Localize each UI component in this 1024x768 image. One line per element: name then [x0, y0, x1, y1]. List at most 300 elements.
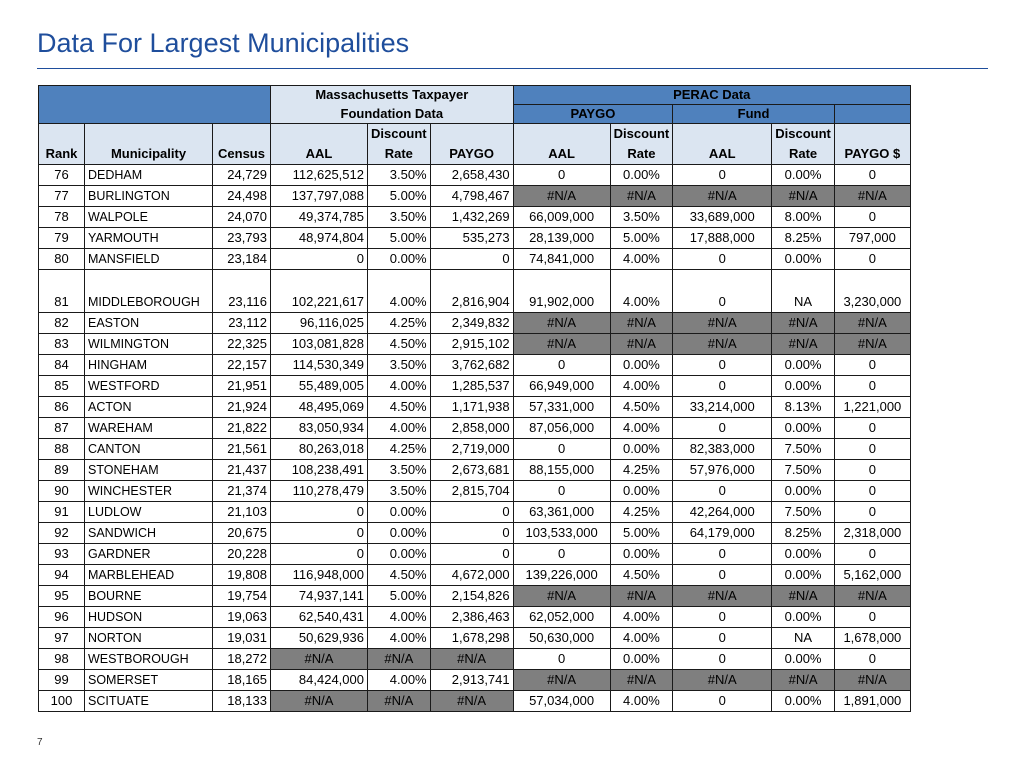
- fund-rate-cell: 8.25%: [772, 228, 835, 249]
- rank-cell: 94: [39, 565, 85, 586]
- table-row: [39, 249, 911, 270]
- fund-aal-cell: 0: [673, 418, 772, 439]
- fund-rate-cell: 7.50%: [772, 460, 835, 481]
- header-perac-group: PERAC Data: [513, 86, 910, 105]
- header-paygo-rate: Rate: [610, 144, 673, 165]
- fund-rate-cell: NA: [772, 628, 835, 649]
- paygo-aal-cell: 66,009,000: [513, 207, 610, 228]
- ma-paygo-cell: 2,913,741: [430, 670, 513, 691]
- paygo-aal-cell: 28,139,000: [513, 228, 610, 249]
- fund-aal-cell: #N/A: [673, 334, 772, 355]
- ma-paygo-cell: 4,672,000: [430, 565, 513, 586]
- paygo-dollar-cell: 0: [834, 649, 910, 670]
- table-row: [39, 565, 911, 586]
- ma-paygo-cell: 2,673,681: [430, 460, 513, 481]
- ma-aal-cell: 110,278,479: [271, 481, 368, 502]
- paygo-dollar-cell: 1,678,000: [834, 628, 910, 649]
- rank-cell: 89: [39, 460, 85, 481]
- header-paygo-dollar: PAYGO $: [834, 144, 910, 165]
- rank-cell: 76: [39, 165, 85, 186]
- fund-aal-cell: 57,976,000: [673, 460, 772, 481]
- rank-cell: 79: [39, 228, 85, 249]
- municipality-cell: WINCHESTER: [85, 481, 213, 502]
- fund-aal-cell: 0: [673, 249, 772, 270]
- ma-paygo-cell: 2,815,704: [430, 481, 513, 502]
- ma-paygo-cell: 2,154,826: [430, 586, 513, 607]
- paygo-rate-cell: 0.00%: [610, 355, 673, 376]
- paygo-dollar-cell: 0: [834, 502, 910, 523]
- paygo-aal-cell: #N/A: [513, 186, 610, 207]
- table-row: [39, 523, 911, 544]
- paygo-rate-cell: 0.00%: [610, 649, 673, 670]
- fund-aal-cell: #N/A: [673, 586, 772, 607]
- ma-rate-cell: 5.00%: [368, 586, 431, 607]
- paygo-aal-cell: 63,361,000: [513, 502, 610, 523]
- fund-rate-cell: 0.00%: [772, 544, 835, 565]
- fund-rate-cell: #N/A: [772, 313, 835, 334]
- fund-rate-cell: 8.00%: [772, 207, 835, 228]
- fund-aal-cell: 0: [673, 481, 772, 502]
- paygo-rate-cell: 3.50%: [610, 207, 673, 228]
- ma-rate-cell: 4.00%: [368, 670, 431, 691]
- fund-rate-cell: 0.00%: [772, 607, 835, 628]
- rank-cell: 83: [39, 334, 85, 355]
- table-row: [39, 544, 911, 565]
- ma-paygo-cell: 4,798,467: [430, 186, 513, 207]
- ma-paygo-cell: 2,658,430: [430, 165, 513, 186]
- census-cell: 21,437: [213, 460, 271, 481]
- fund-rate-cell: 7.50%: [772, 439, 835, 460]
- rank-cell: 97: [39, 628, 85, 649]
- rank-cell: 92: [39, 523, 85, 544]
- paygo-aal-cell: 0: [513, 439, 610, 460]
- fund-aal-cell: 33,214,000: [673, 397, 772, 418]
- paygo-aal-cell: 0: [513, 649, 610, 670]
- census-cell: 24,729: [213, 165, 271, 186]
- rank-cell: 90: [39, 481, 85, 502]
- paygo-rate-cell: 4.25%: [610, 502, 673, 523]
- paygo-rate-cell: 0.00%: [610, 165, 673, 186]
- paygo-rate-cell: 0.00%: [610, 544, 673, 565]
- ma-aal-cell: #N/A: [271, 649, 368, 670]
- fund-rate-cell: NA: [772, 270, 835, 313]
- paygo-aal-cell: 66,949,000: [513, 376, 610, 397]
- municipality-cell: WESTFORD: [85, 376, 213, 397]
- rank-cell: 96: [39, 607, 85, 628]
- fund-aal-cell: 33,689,000: [673, 207, 772, 228]
- census-cell: 21,951: [213, 376, 271, 397]
- header-row-3: [39, 124, 911, 145]
- ma-aal-cell: 55,489,005: [271, 376, 368, 397]
- paygo-dollar-cell: 0: [834, 439, 910, 460]
- census-cell: 19,031: [213, 628, 271, 649]
- header-row-4: [39, 144, 911, 165]
- ma-rate-cell: 4.25%: [368, 313, 431, 334]
- rank-cell: 98: [39, 649, 85, 670]
- paygo-rate-cell: #N/A: [610, 334, 673, 355]
- ma-paygo-cell: 2,816,904: [430, 270, 513, 313]
- table-row: [39, 165, 911, 186]
- header-rank: Rank: [39, 144, 85, 165]
- census-cell: 21,374: [213, 481, 271, 502]
- paygo-rate-cell: 4.50%: [610, 397, 673, 418]
- paygo-rate-cell: #N/A: [610, 186, 673, 207]
- paygo-aal-cell: 62,052,000: [513, 607, 610, 628]
- paygo-aal-cell: 74,841,000: [513, 249, 610, 270]
- paygo-dollar-cell: 0: [834, 544, 910, 565]
- ma-rate-cell: 4.00%: [368, 270, 431, 313]
- census-cell: 18,133: [213, 691, 271, 712]
- table-row: [39, 586, 911, 607]
- municipality-cell: STONEHAM: [85, 460, 213, 481]
- census-cell: 19,808: [213, 565, 271, 586]
- paygo-aal-cell: 87,056,000: [513, 418, 610, 439]
- paygo-rate-cell: #N/A: [610, 313, 673, 334]
- paygo-dollar-cell: #N/A: [834, 586, 910, 607]
- table-row: [39, 628, 911, 649]
- municipality-cell: SOMERSET: [85, 670, 213, 691]
- page-title: Data For Largest Municipalities: [37, 28, 410, 58]
- paygo-dollar-cell: 0: [834, 481, 910, 502]
- paygo-aal-cell: 91,902,000: [513, 270, 610, 313]
- fund-rate-cell: 0.00%: [772, 376, 835, 397]
- paygo-dollar-cell: #N/A: [834, 313, 910, 334]
- fund-aal-cell: #N/A: [673, 313, 772, 334]
- paygo-dollar-cell: 0: [834, 355, 910, 376]
- ma-aal-cell: 84,424,000: [271, 670, 368, 691]
- fund-rate-cell: 8.25%: [772, 523, 835, 544]
- ma-aal-cell: 49,374,785: [271, 207, 368, 228]
- municipality-cell: MIDDLEBOROUGH: [85, 270, 213, 313]
- header-cell: [271, 124, 368, 145]
- fund-rate-cell: #N/A: [772, 586, 835, 607]
- paygo-aal-cell: 0: [513, 165, 610, 186]
- ma-paygo-cell: 1,432,269: [430, 207, 513, 228]
- page-number: 7: [37, 737, 43, 748]
- paygo-dollar-cell: 0: [834, 418, 910, 439]
- rank-cell: 91: [39, 502, 85, 523]
- header-ma-rate: Rate: [368, 144, 431, 165]
- census-cell: 23,112: [213, 313, 271, 334]
- census-cell: 23,116: [213, 270, 271, 313]
- ma-rate-cell: 3.50%: [368, 165, 431, 186]
- paygo-dollar-cell: 5,162,000: [834, 565, 910, 586]
- ma-rate-cell: 3.50%: [368, 481, 431, 502]
- fund-rate-cell: 0.00%: [772, 165, 835, 186]
- fund-aal-cell: 0: [673, 165, 772, 186]
- fund-aal-cell: 0: [673, 607, 772, 628]
- table-row: [39, 207, 911, 228]
- paygo-aal-cell: 0: [513, 355, 610, 376]
- ma-aal-cell: 137,797,088: [271, 186, 368, 207]
- ma-rate-cell: #N/A: [368, 649, 431, 670]
- header-fund-aal: AAL: [673, 144, 772, 165]
- paygo-dollar-cell: 1,221,000: [834, 397, 910, 418]
- paygo-dollar-cell: #N/A: [834, 334, 910, 355]
- rank-cell: 88: [39, 439, 85, 460]
- table-row: [39, 439, 911, 460]
- table-row: [39, 691, 911, 712]
- paygo-rate-cell: 0.00%: [610, 439, 673, 460]
- ma-rate-cell: 0.00%: [368, 502, 431, 523]
- census-cell: 22,157: [213, 355, 271, 376]
- ma-rate-cell: 4.50%: [368, 565, 431, 586]
- rank-cell: 100: [39, 691, 85, 712]
- ma-paygo-cell: 2,915,102: [430, 334, 513, 355]
- table-body: [39, 165, 911, 712]
- ma-aal-cell: 50,629,936: [271, 628, 368, 649]
- rank-cell: 99: [39, 670, 85, 691]
- ma-aal-cell: 116,948,000: [271, 565, 368, 586]
- fund-aal-cell: 0: [673, 355, 772, 376]
- ma-rate-cell: #N/A: [368, 691, 431, 712]
- table-row: [39, 355, 911, 376]
- paygo-aal-cell: #N/A: [513, 313, 610, 334]
- ma-aal-cell: 114,530,349: [271, 355, 368, 376]
- rank-cell: 82: [39, 313, 85, 334]
- fund-aal-cell: 0: [673, 376, 772, 397]
- fund-aal-cell: 0: [673, 691, 772, 712]
- fund-rate-cell: 0.00%: [772, 481, 835, 502]
- municipality-cell: GARDNER: [85, 544, 213, 565]
- ma-aal-cell: 83,050,934: [271, 418, 368, 439]
- ma-paygo-cell: 2,386,463: [430, 607, 513, 628]
- rank-cell: 77: [39, 186, 85, 207]
- municipality-data-table: [38, 85, 911, 712]
- ma-aal-cell: 102,221,617: [271, 270, 368, 313]
- header-paygo: PAYGO: [513, 105, 673, 124]
- ma-aal-cell: 0: [271, 523, 368, 544]
- census-cell: 22,325: [213, 334, 271, 355]
- paygo-aal-cell: #N/A: [513, 586, 610, 607]
- paygo-aal-cell: 0: [513, 481, 610, 502]
- rank-cell: 87: [39, 418, 85, 439]
- ma-aal-cell: 103,081,828: [271, 334, 368, 355]
- paygo-aal-cell: #N/A: [513, 334, 610, 355]
- ma-paygo-cell: 0: [430, 544, 513, 565]
- header-cell: [39, 124, 85, 145]
- rank-cell: 78: [39, 207, 85, 228]
- header-fund-rate: Rate: [772, 144, 835, 165]
- paygo-aal-cell: #N/A: [513, 670, 610, 691]
- ma-paygo-cell: 1,171,938: [430, 397, 513, 418]
- paygo-dollar-cell: #N/A: [834, 670, 910, 691]
- paygo-rate-cell: 4.00%: [610, 607, 673, 628]
- fund-rate-cell: 7.50%: [772, 502, 835, 523]
- ma-paygo-cell: #N/A: [430, 649, 513, 670]
- municipality-cell: BOURNE: [85, 586, 213, 607]
- fund-aal-cell: 82,383,000: [673, 439, 772, 460]
- paygo-rate-cell: #N/A: [610, 670, 673, 691]
- census-cell: 23,793: [213, 228, 271, 249]
- ma-rate-cell: 3.50%: [368, 460, 431, 481]
- header-cell: [673, 124, 772, 145]
- ma-aal-cell: 108,238,491: [271, 460, 368, 481]
- ma-rate-cell: 3.50%: [368, 355, 431, 376]
- municipality-cell: WAREHAM: [85, 418, 213, 439]
- paygo-aal-cell: 88,155,000: [513, 460, 610, 481]
- ma-aal-cell: 74,937,141: [271, 586, 368, 607]
- ma-aal-cell: 96,116,025: [271, 313, 368, 334]
- fund-rate-cell: 0.00%: [772, 249, 835, 270]
- paygo-dollar-cell: 0: [834, 607, 910, 628]
- table-row: [39, 418, 911, 439]
- municipality-cell: WILMINGTON: [85, 334, 213, 355]
- ma-rate-cell: 4.25%: [368, 439, 431, 460]
- ma-rate-cell: 4.00%: [368, 607, 431, 628]
- municipality-cell: NORTON: [85, 628, 213, 649]
- fund-rate-cell: 0.00%: [772, 691, 835, 712]
- paygo-rate-cell: 4.00%: [610, 418, 673, 439]
- municipality-cell: ACTON: [85, 397, 213, 418]
- municipality-cell: LUDLOW: [85, 502, 213, 523]
- municipality-cell: YARMOUTH: [85, 228, 213, 249]
- header-cell: [834, 124, 910, 145]
- paygo-rate-cell: 4.00%: [610, 249, 673, 270]
- ma-paygo-cell: 2,349,832: [430, 313, 513, 334]
- table-row: [39, 186, 911, 207]
- header-blank: [39, 86, 271, 124]
- municipality-cell: HINGHAM: [85, 355, 213, 376]
- header-cell: [213, 124, 271, 145]
- municipality-cell: MARBLEHEAD: [85, 565, 213, 586]
- census-cell: 24,498: [213, 186, 271, 207]
- header-fund: Fund: [673, 105, 835, 124]
- paygo-rate-cell: 0.00%: [610, 481, 673, 502]
- ma-rate-cell: 5.00%: [368, 186, 431, 207]
- fund-rate-cell: 0.00%: [772, 565, 835, 586]
- header-row-1: [39, 86, 911, 105]
- census-cell: 21,822: [213, 418, 271, 439]
- header-cell: [85, 124, 213, 145]
- ma-rate-cell: 4.50%: [368, 334, 431, 355]
- paygo-rate-cell: 5.00%: [610, 523, 673, 544]
- paygo-dollar-cell: 0: [834, 249, 910, 270]
- ma-rate-cell: 4.00%: [368, 628, 431, 649]
- paygo-rate-cell: 4.00%: [610, 628, 673, 649]
- ma-paygo-cell: 0: [430, 523, 513, 544]
- paygo-dollar-cell: 797,000: [834, 228, 910, 249]
- header-paygo-aal: AAL: [513, 144, 610, 165]
- rank-cell: 93: [39, 544, 85, 565]
- ma-aal-cell: 0: [271, 502, 368, 523]
- ma-aal-cell: 48,974,804: [271, 228, 368, 249]
- header-blank-2: [834, 105, 910, 124]
- ma-paygo-cell: 1,678,298: [430, 628, 513, 649]
- census-cell: 21,924: [213, 397, 271, 418]
- paygo-rate-cell: 4.00%: [610, 691, 673, 712]
- municipality-cell: BURLINGTON: [85, 186, 213, 207]
- paygo-dollar-cell: 0: [834, 165, 910, 186]
- municipality-cell: WALPOLE: [85, 207, 213, 228]
- paygo-dollar-cell: 3,230,000: [834, 270, 910, 313]
- paygo-dollar-cell: 1,891,000: [834, 691, 910, 712]
- paygo-rate-cell: 4.00%: [610, 376, 673, 397]
- fund-aal-cell: 17,888,000: [673, 228, 772, 249]
- ma-rate-cell: 4.00%: [368, 376, 431, 397]
- ma-paygo-cell: 3,762,682: [430, 355, 513, 376]
- municipality-cell: MANSFIELD: [85, 249, 213, 270]
- rank-cell: 84: [39, 355, 85, 376]
- header-ma-aal: AAL: [271, 144, 368, 165]
- ma-paygo-cell: 2,858,000: [430, 418, 513, 439]
- paygo-dollar-cell: #N/A: [834, 186, 910, 207]
- table-row: [39, 502, 911, 523]
- paygo-aal-cell: 50,630,000: [513, 628, 610, 649]
- fund-aal-cell: 0: [673, 649, 772, 670]
- fund-aal-cell: #N/A: [673, 670, 772, 691]
- ma-aal-cell: 62,540,431: [271, 607, 368, 628]
- fund-aal-cell: 42,264,000: [673, 502, 772, 523]
- header-ma-group-2: Foundation Data: [271, 105, 514, 124]
- ma-aal-cell: 112,625,512: [271, 165, 368, 186]
- ma-rate-cell: 3.50%: [368, 207, 431, 228]
- paygo-dollar-cell: 0: [834, 460, 910, 481]
- paygo-dollar-cell: 2,318,000: [834, 523, 910, 544]
- paygo-dollar-cell: 0: [834, 207, 910, 228]
- fund-aal-cell: 0: [673, 565, 772, 586]
- paygo-rate-cell: 5.00%: [610, 228, 673, 249]
- paygo-dollar-cell: 0: [834, 376, 910, 397]
- fund-aal-cell: 64,179,000: [673, 523, 772, 544]
- fund-rate-cell: 0.00%: [772, 418, 835, 439]
- header-ma-group: Massachusetts Taxpayer: [271, 86, 514, 105]
- fund-rate-cell: 0.00%: [772, 355, 835, 376]
- ma-paygo-cell: 0: [430, 502, 513, 523]
- fund-rate-cell: #N/A: [772, 670, 835, 691]
- ma-rate-cell: 0.00%: [368, 249, 431, 270]
- table-row: [39, 481, 911, 502]
- fund-rate-cell: #N/A: [772, 186, 835, 207]
- census-cell: 21,561: [213, 439, 271, 460]
- paygo-aal-cell: 57,331,000: [513, 397, 610, 418]
- ma-rate-cell: 0.00%: [368, 523, 431, 544]
- municipality-cell: WESTBOROUGH: [85, 649, 213, 670]
- ma-rate-cell: 4.00%: [368, 418, 431, 439]
- census-cell: 20,675: [213, 523, 271, 544]
- ma-aal-cell: 80,263,018: [271, 439, 368, 460]
- paygo-aal-cell: 0: [513, 544, 610, 565]
- ma-aal-cell: 0: [271, 249, 368, 270]
- rank-cell: 85: [39, 376, 85, 397]
- table-row: [39, 670, 911, 691]
- municipality-cell: HUDSON: [85, 607, 213, 628]
- title-divider: [37, 68, 988, 69]
- municipality-cell: SANDWICH: [85, 523, 213, 544]
- census-cell: 19,063: [213, 607, 271, 628]
- ma-paygo-cell: 535,273: [430, 228, 513, 249]
- ma-aal-cell: 0: [271, 544, 368, 565]
- paygo-rate-cell: #N/A: [610, 586, 673, 607]
- ma-aal-cell: #N/A: [271, 691, 368, 712]
- ma-paygo-cell: 0: [430, 249, 513, 270]
- paygo-rate-cell: 4.50%: [610, 565, 673, 586]
- ma-rate-cell: 0.00%: [368, 544, 431, 565]
- table-row: [39, 334, 911, 355]
- paygo-aal-cell: 139,226,000: [513, 565, 610, 586]
- ma-aal-cell: 48,495,069: [271, 397, 368, 418]
- census-cell: 20,228: [213, 544, 271, 565]
- municipality-cell: EASTON: [85, 313, 213, 334]
- header-cell: [430, 124, 513, 145]
- ma-rate-cell: 4.50%: [368, 397, 431, 418]
- header-discount-ma: Discount: [368, 124, 431, 145]
- census-cell: 18,165: [213, 670, 271, 691]
- paygo-rate-cell: 4.25%: [610, 460, 673, 481]
- ma-rate-cell: 5.00%: [368, 228, 431, 249]
- paygo-aal-cell: 57,034,000: [513, 691, 610, 712]
- rank-cell: 86: [39, 397, 85, 418]
